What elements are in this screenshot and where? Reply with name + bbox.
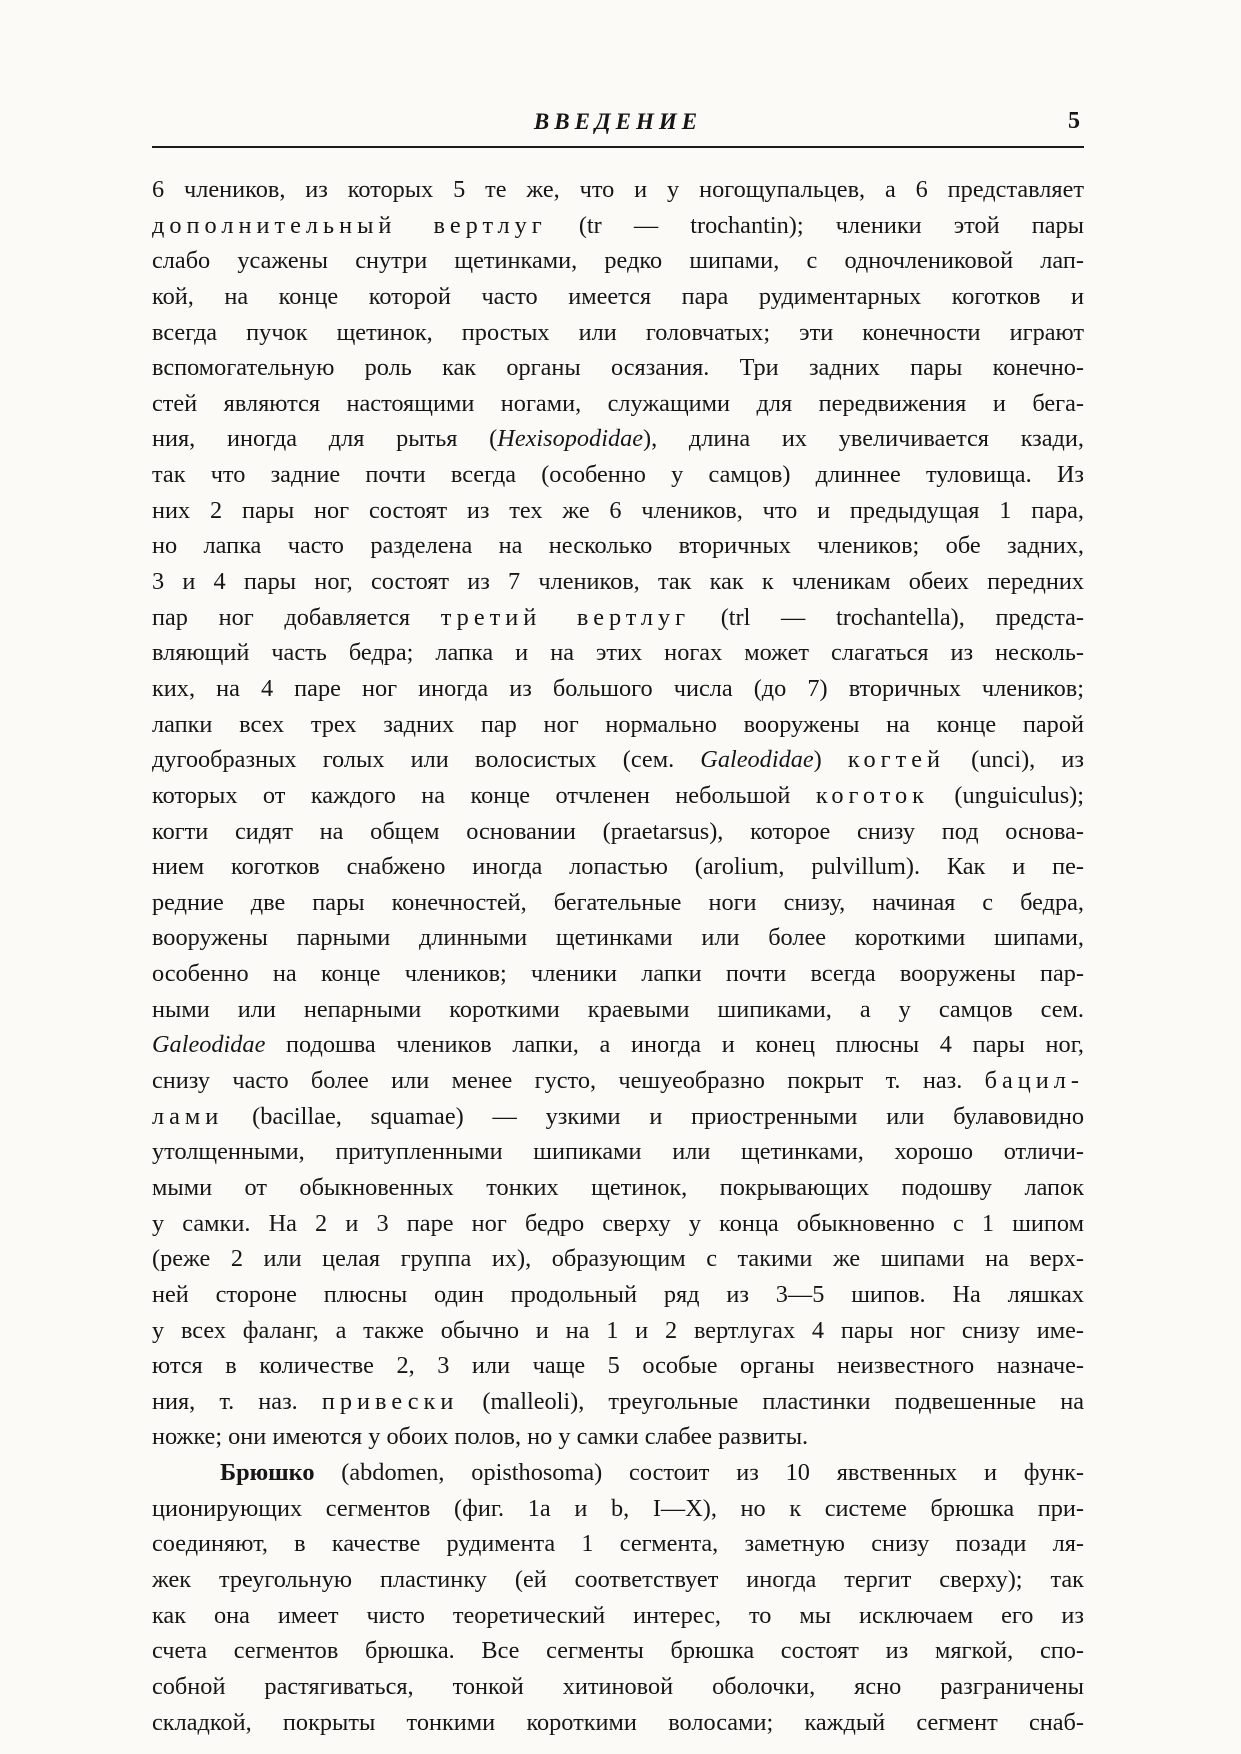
text-line bbox=[152, 421, 1084, 457]
text-line bbox=[152, 671, 1084, 707]
text-line bbox=[152, 885, 1084, 921]
text-line bbox=[152, 1633, 1084, 1669]
text-run: них 2 пары ног состоят из тех же 6 члеников, что и предыдущая 1 пара, bbox=[152, 496, 1084, 524]
text-line bbox=[152, 635, 1084, 671]
text-line bbox=[152, 1598, 1084, 1634]
text-line bbox=[152, 1419, 1084, 1455]
text-line bbox=[152, 1384, 1084, 1420]
text-line bbox=[152, 1491, 1084, 1527]
text-run: ционирующих сегментов (фиг. 1a и b, I—X), но к системе брюшка при- bbox=[152, 1494, 1084, 1522]
text-line bbox=[152, 1063, 1084, 1099]
text-run: дугообразных голых или волосистых (сем. bbox=[152, 746, 701, 774]
text-line bbox=[152, 1241, 1084, 1277]
text-run: так что задние почти всегда (особенно у самцов) длиннее туловища. Из bbox=[152, 461, 1084, 489]
text-run: (реже 2 или целая группа их), образующим с такими же шипами на верх- bbox=[152, 1245, 1084, 1273]
text-line bbox=[152, 600, 1084, 636]
text-run: кой, на конце которой часто имеется пара рудиментарных коготков и bbox=[152, 282, 1084, 310]
text-run: лапки всех трех задних пар ног нормально вооружены на конце парой bbox=[152, 710, 1084, 738]
text-line bbox=[152, 1134, 1084, 1170]
text-line bbox=[152, 564, 1084, 600]
text-run: (tr — trochantin); членики этой пары bbox=[546, 211, 1084, 239]
taxon-name: Galeodidae bbox=[152, 1031, 266, 1059]
running-header bbox=[152, 106, 1084, 148]
text-run: нием коготков снабжено иногда лопастью (arolium, pulvillum). Как и пе- bbox=[152, 853, 1084, 881]
text-run: (bacillae, squamae) — узкими и приостренными или булавовидно bbox=[223, 1102, 1084, 1130]
text-run: 6 члеников, из которых 5 те же, что и у ногощупальцев, а 6 представляет bbox=[152, 176, 1084, 203]
text-line bbox=[152, 1526, 1084, 1562]
text-line bbox=[152, 208, 1084, 244]
text-line bbox=[152, 920, 1084, 956]
text-line bbox=[152, 315, 1084, 351]
body-text bbox=[152, 172, 1084, 1740]
text-run: соединяют, в качестве рудимента 1 сегмента, заметную снизу позади ля- bbox=[152, 1530, 1084, 1558]
text-run: складкой, покрыты тонкими короткими волосами; каждый сегмент снаб- bbox=[152, 1708, 1084, 1736]
text-run: (unci), из bbox=[945, 746, 1084, 774]
text-line bbox=[152, 1562, 1084, 1598]
text-line bbox=[152, 1206, 1084, 1242]
text-run: (abdomen, opisthosoma) состоит из 10 явственных и функ- bbox=[314, 1459, 1084, 1487]
text-line bbox=[152, 1455, 1084, 1491]
text-run: счета сегментов брюшка. Все сегменты брюшка состоят из мягкой, спо- bbox=[152, 1637, 1084, 1665]
text-line bbox=[152, 1277, 1084, 1313]
text-run: всегда пучок щетинок, простых или головчатых; эти конечности играют bbox=[152, 318, 1084, 346]
text-run: снизу часто более или менее густо, чешуеобразно покрыт т. наз. bbox=[152, 1067, 985, 1095]
text-run: ), длина их увеличивается кзади, bbox=[643, 425, 1084, 453]
text-run: ней стороне плюсны один продольный ряд из 3—5 шипов. На ляшках bbox=[152, 1280, 1084, 1308]
text-run: как она имеет чисто теоретический интерес, то мы исключаем его из bbox=[152, 1601, 1084, 1629]
text-line bbox=[152, 243, 1084, 279]
text-run: пар ног добавляется bbox=[152, 603, 441, 631]
text-line bbox=[152, 1027, 1084, 1063]
text-line bbox=[152, 1313, 1084, 1349]
emphasized-term: когтей bbox=[847, 746, 945, 774]
text-line bbox=[152, 457, 1084, 493]
text-run: мыми от обыкновенных тонких щетинок, покрывающих подошву лапок bbox=[152, 1173, 1084, 1201]
text-line bbox=[152, 386, 1084, 422]
section-term: Брюшко bbox=[220, 1459, 315, 1487]
text-run: ются в количестве 2, 3 или чаще 5 особые органы неизвестного назначе- bbox=[152, 1352, 1084, 1380]
text-line bbox=[152, 279, 1084, 315]
text-line bbox=[152, 992, 1084, 1028]
text-run: ния, т. наз. bbox=[152, 1387, 322, 1415]
text-run: (unguiculus); bbox=[928, 781, 1084, 809]
emphasized-term: лами bbox=[152, 1102, 224, 1130]
text-run: стей являются настоящими ногами, служащими для передвижения и бега- bbox=[152, 389, 1084, 417]
text-run: ких, на 4 паре ног иногда из большого числа (до 7) вторичных члеников; bbox=[152, 674, 1084, 702]
text-run: ) bbox=[813, 746, 848, 774]
text-run: вляющий часть бедра; лапка и на этих ногах может слагаться из несколь- bbox=[152, 639, 1084, 667]
chapter-title: ВВЕДЕНИЕ bbox=[533, 109, 703, 134]
text-run: утолщенными, притупленными шипиками или щетинками, хорошо отличи- bbox=[152, 1138, 1084, 1166]
text-run: слабо усажены снутри щетинками, редко шипами, с одночлениковой лап- bbox=[152, 247, 1084, 275]
text-line bbox=[152, 1705, 1084, 1741]
text-run: ными или непарными короткими краевыми шипиками, а у самцов сем. bbox=[152, 995, 1084, 1023]
text-run: когти сидят на общем основании (praetarsus), которое снизу под основа- bbox=[152, 817, 1084, 845]
emphasized-term: коготок bbox=[815, 781, 929, 809]
text-line bbox=[152, 707, 1084, 743]
text-line bbox=[152, 493, 1084, 529]
text-line bbox=[152, 814, 1084, 850]
text-run: подошва члеников лапки, а иногда и конец плюсны 4 пары ног, bbox=[265, 1031, 1084, 1059]
text-run: собной растягиваться, тонкой хитиновой оболочки, ясно разграничены bbox=[152, 1672, 1084, 1700]
text-line bbox=[152, 778, 1084, 814]
text-run: вспомогательную роль как органы осязания. Три задних пары конечно- bbox=[152, 354, 1084, 382]
text-run: но лапка часто разделена на несколько вторичных члеников; обе задних, bbox=[152, 532, 1084, 560]
emphasized-term: бацил- bbox=[984, 1067, 1084, 1095]
text-line bbox=[152, 1669, 1084, 1705]
text-run: жек треугольную пластинку (ей соответствует иногда тергит сверху); так bbox=[152, 1565, 1084, 1593]
text-run: ножке; они имеются у обоих полов, но у самки слабее развиты. bbox=[152, 1423, 809, 1451]
text-line bbox=[152, 956, 1084, 992]
page-number: 5 bbox=[1068, 108, 1080, 134]
text-run: которых от каждого на конце отчленен небольшой bbox=[152, 781, 816, 809]
emphasized-term: третий вертлуг bbox=[440, 603, 691, 631]
text-run: особенно на конце члеников; членики лапки почти всегда вооружены пар- bbox=[152, 960, 1084, 988]
text-line bbox=[152, 172, 1084, 208]
emphasized-term: дополнительный вертлуг bbox=[152, 211, 547, 239]
text-run: вооружены парными длинными щетинками или более короткими шипами, bbox=[152, 924, 1084, 952]
text-run: у самки. На 2 и 3 паре ног бедро сверху у конца обыкновенно с 1 шипом bbox=[152, 1209, 1084, 1237]
taxon-name: Galeodidae bbox=[700, 746, 814, 774]
text-line bbox=[152, 849, 1084, 885]
text-run: редние две пары конечностей, бегательные ноги снизу, начиная с бедра, bbox=[152, 888, 1084, 916]
text-run: у всех фаланг, а также обычно и на 1 и 2 вертлугах 4 пары ног снизу име- bbox=[152, 1316, 1084, 1344]
text-run: 3 и 4 пары ног, состоят из 7 члеников, так как к членикам обеих передних bbox=[152, 568, 1084, 596]
text-line bbox=[152, 742, 1084, 778]
text-line bbox=[152, 1348, 1084, 1384]
text-line bbox=[152, 528, 1084, 564]
text-line bbox=[152, 350, 1084, 386]
emphasized-term: привески bbox=[321, 1387, 459, 1415]
text-run: ния, иногда для рытья ( bbox=[152, 425, 498, 453]
text-run: (trl — trochantella), предста- bbox=[690, 603, 1084, 631]
taxon-name: Hexisopodidae bbox=[497, 425, 644, 453]
text-line bbox=[152, 1170, 1084, 1206]
text-line bbox=[152, 1099, 1084, 1135]
text-run: (malleoli), треугольные пластинки подвешенные на bbox=[458, 1387, 1084, 1415]
